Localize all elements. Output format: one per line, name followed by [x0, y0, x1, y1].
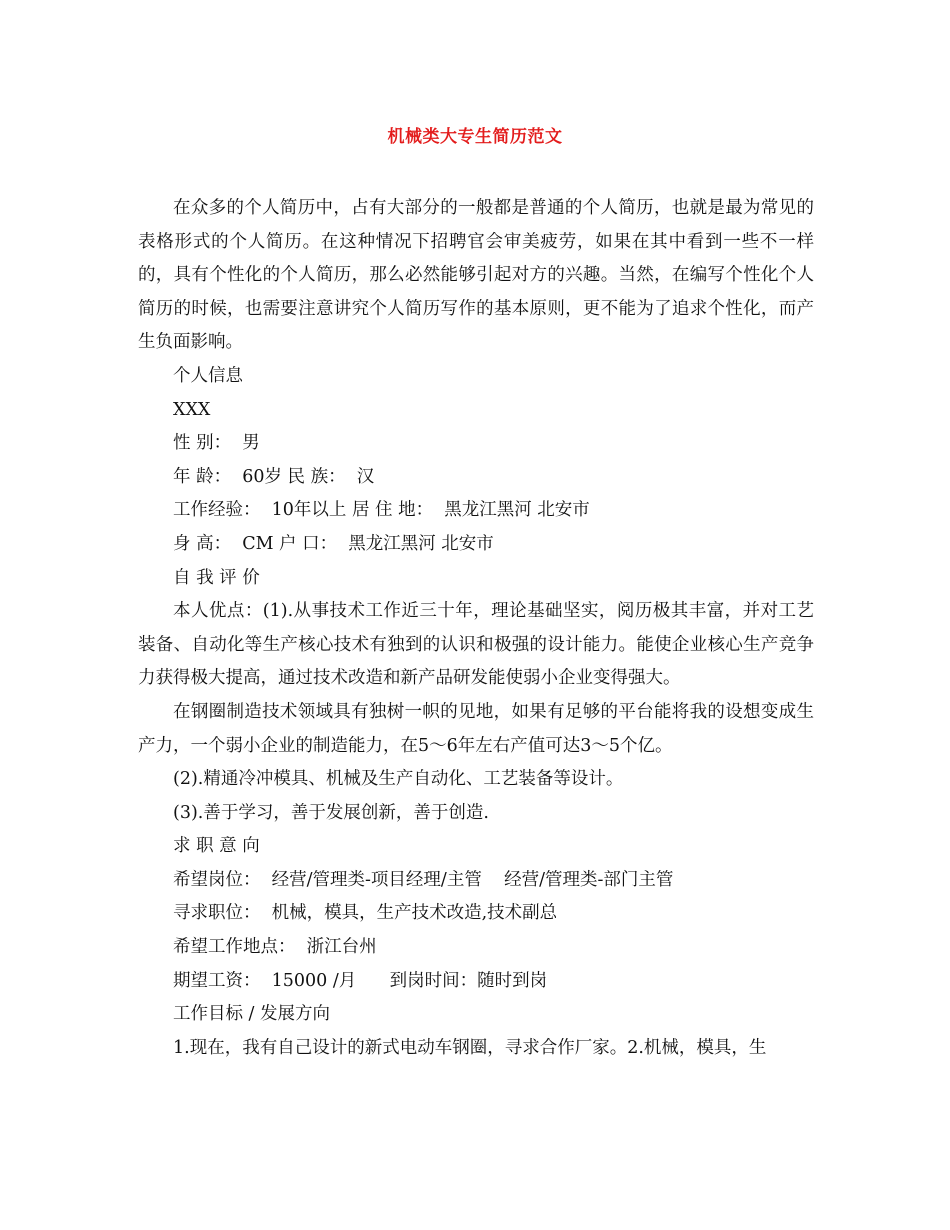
document-body: [138, 192, 814, 1065]
personal-info-heading: 个人信息: [173, 365, 243, 386]
height-line: 身 高： CM 户 口： 黑龙江黑河 北安市: [173, 533, 494, 554]
job-intention-heading: 求 职 意 向: [173, 836, 260, 857]
salary-line: 期望工资： 15000 /月 到岗时间：随时到岗: [173, 970, 548, 991]
gender-line: 性 别： 男: [173, 433, 260, 454]
work-goal-paragraph-1: 1.现在，我有自己设计的新式电动车钢圈，寻求合作厂家。2.机械，模具，生: [173, 1037, 767, 1058]
document-title: 机械类大专生简历范文: [387, 127, 563, 147]
self-evaluation-paragraph-1: 本人优点：(1).从事技术工作近三十年，理论基础坚实，阅历极其丰富，并对工艺装备、自动化等生产核心技术有独到的认识和极强的设计能力。能使企业核心生产竞争力获得极大提高，通过技术改造和新产品研发能使弱小企业变得强大。: [138, 601, 814, 689]
self-evaluation-paragraph-4: (3).善于学习，善于发展创新，善于创造.: [173, 802, 489, 823]
personal-name: XXX: [173, 399, 211, 420]
work-goal-heading: 工作目标 / 发展方向: [173, 1004, 331, 1025]
self-evaluation-paragraph-2: 在钢圈制造技术领域具有独树一帜的见地，如果有足够的平台能将我的设想变成生产力，一个弱小企业的制造能力，在5～6年左右产值可达3～5个亿。: [138, 701, 814, 756]
age-line: 年 龄： 60岁 民 族： 汉: [173, 466, 375, 487]
work-location-line: 希望工作地点： 浙江台州: [173, 937, 377, 958]
experience-line: 工作经验： 10年以上 居 住 地： 黑龙江黑河 北安市: [173, 500, 590, 521]
self-evaluation-paragraph-3: (2).精通冷冲模具、机械及生产自动化、工艺装备等设计。: [173, 769, 624, 790]
desired-position-line: 希望岗位： 经营/管理类-项目经理/主管 经营/管理类-部门主管: [173, 869, 674, 890]
self-evaluation-heading: 自 我 评 价: [173, 567, 260, 588]
intro-paragraph: 在众多的个人简历中，占有大部分的一般都是普通的个人简历，也就是最为常见的表格形式的个人简历。在这种情况下招聘官会审美疲劳，如果在其中看到一些不一样的，具有个性化的个人简历，那么必然能够引起对方的兴趣。当然，在编写个性化个人简历的时候，也需要注意讲究个人简历写作的基本原则，更不能为了追求个性化，而产生负面影响。: [138, 198, 814, 353]
seeking-position-line: 寻求职位： 机械，模具，生产技术改造,技术副总: [173, 903, 558, 924]
